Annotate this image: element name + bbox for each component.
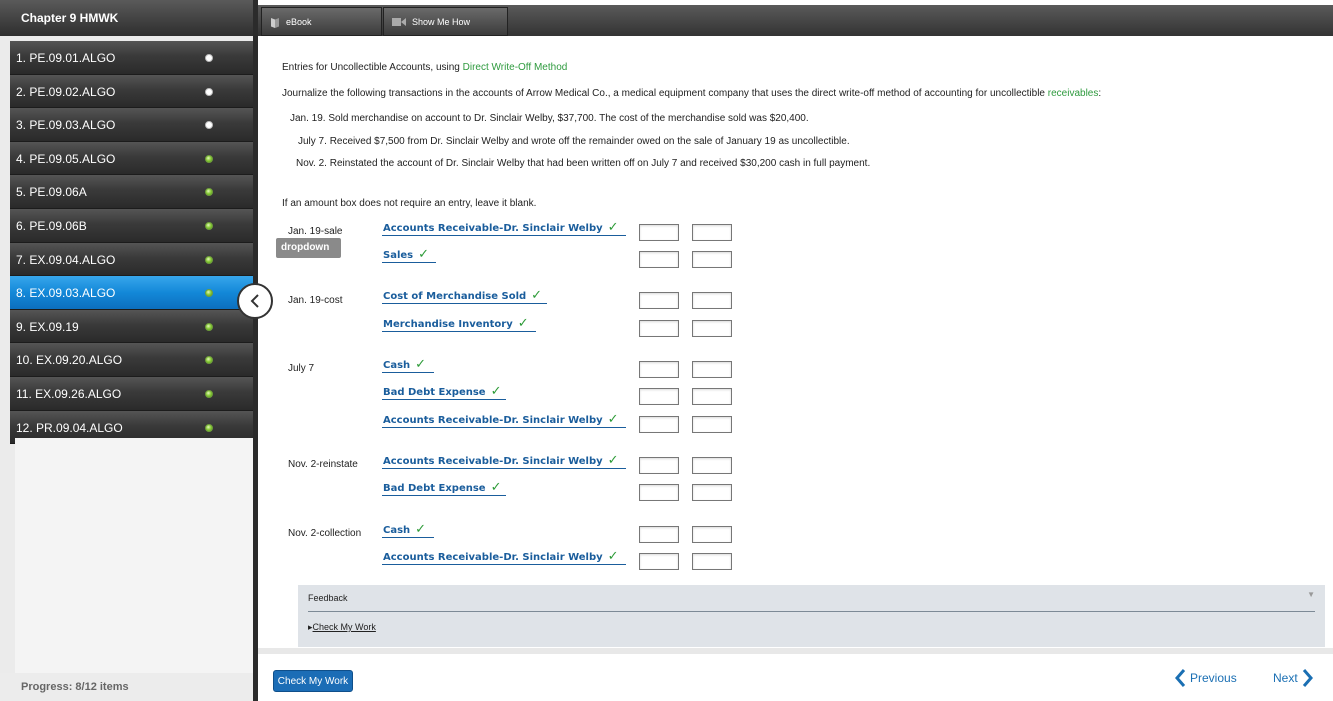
problem-item-1[interactable] <box>10 41 253 75</box>
transaction-jan19 <box>290 113 809 124</box>
account-select[interactable] <box>382 549 626 565</box>
status-incomplete-icon <box>205 121 213 129</box>
next-button[interactable] <box>1273 668 1314 688</box>
checkmark-icon: ✓ <box>607 453 619 468</box>
account-name: Bad Debt Expense <box>383 483 486 494</box>
problem-item-6[interactable] <box>10 209 253 243</box>
problem-label: 11. EX.09.26.ALGO <box>16 386 122 401</box>
transaction-july7 <box>298 136 850 147</box>
entry-label-nov2-collection: Nov. 2-collection <box>288 528 362 539</box>
checkmark-icon: ✓ <box>607 220 619 235</box>
account-select[interactable] <box>382 453 626 469</box>
checkmark-icon: ✓ <box>415 357 427 372</box>
dropdown-tooltip: dropdown <box>276 238 341 258</box>
checkmark-icon: ✓ <box>418 247 430 262</box>
status-complete-icon <box>205 356 213 364</box>
credit-input[interactable] <box>692 292 732 309</box>
checkmark-icon: ✓ <box>415 522 427 537</box>
video-icon <box>392 17 406 27</box>
top-toolbar <box>258 5 1333 36</box>
problem-item-8-active[interactable] <box>10 276 253 310</box>
credit-input[interactable] <box>692 388 732 405</box>
entry-label-nov2-reinstate: Nov. 2-reinstate <box>288 459 358 470</box>
account-select[interactable] <box>382 522 434 538</box>
checkmark-icon: ✓ <box>607 549 619 564</box>
debit-input[interactable] <box>639 292 679 309</box>
account-select[interactable] <box>382 220 626 236</box>
problem-label: 8. EX.09.03.ALGO <box>16 286 116 301</box>
problem-item-11[interactable] <box>10 377 253 411</box>
credit-input[interactable] <box>692 553 732 570</box>
account-name: Merchandise Inventory <box>383 319 513 330</box>
problem-label: 4. PE.09.05.ALGO <box>16 151 116 166</box>
ebook-label: eBook <box>286 16 312 27</box>
checkmark-icon: ✓ <box>517 316 529 331</box>
checkmark-icon: ✓ <box>531 288 543 303</box>
account-name: Accounts Receivable-Dr. Sinclair Welby <box>383 552 603 563</box>
credit-input[interactable] <box>692 361 732 378</box>
credit-input[interactable] <box>692 224 732 241</box>
credit-input[interactable] <box>692 320 732 337</box>
footer-divider <box>258 648 1333 654</box>
book-icon <box>270 17 280 29</box>
debit-input[interactable] <box>639 457 679 474</box>
debit-input[interactable] <box>639 484 679 501</box>
problem-item-3[interactable] <box>10 108 253 142</box>
status-complete-icon <box>205 323 213 331</box>
credit-input[interactable] <box>692 457 732 474</box>
debit-input[interactable] <box>639 388 679 405</box>
next-label: Next <box>1273 671 1298 685</box>
credit-input[interactable] <box>692 416 732 433</box>
problem-item-5[interactable] <box>10 175 253 209</box>
debit-input[interactable] <box>639 553 679 570</box>
show-me-how-button[interactable] <box>383 7 508 36</box>
account-select[interactable] <box>382 384 506 400</box>
progress-text: Progress: 8/12 items <box>0 673 255 701</box>
problem-item-4[interactable] <box>10 142 253 176</box>
checkmark-icon: ✓ <box>607 412 619 427</box>
problem-list <box>10 41 253 444</box>
feedback-panel <box>298 585 1325 647</box>
transaction-nov2 <box>296 158 870 169</box>
account-name: Accounts Receivable-Dr. Sinclair Welby <box>383 415 603 426</box>
account-select[interactable] <box>382 316 536 332</box>
credit-input[interactable] <box>692 484 732 501</box>
intro-suffix: : <box>1098 88 1102 99</box>
entry-label-jan19-cost: Jan. 19-cost <box>288 295 343 306</box>
entry-label-jan19-sale: Jan. 19-sale <box>288 226 343 237</box>
account-name: Accounts Receivable-Dr. Sinclair Welby <box>383 456 603 467</box>
debit-input[interactable] <box>639 416 679 433</box>
problem-label: 12. PR.09.04.ALGO <box>16 420 123 435</box>
status-complete-icon <box>205 155 213 163</box>
chevron-right-icon <box>1302 668 1314 688</box>
account-name: Sales <box>383 250 414 261</box>
problem-label: 9. EX.09.19 <box>16 319 79 334</box>
intro-text: Journalize the following transactions in the accounts of Arrow Medical Co., a medical equipment company that uses the direct write-off method of accounting for uncollectible <box>282 88 1048 99</box>
transaction-date: Nov. 2. <box>296 158 327 169</box>
previous-label: Previous <box>1190 671 1237 685</box>
account-select[interactable] <box>382 412 626 428</box>
check-my-work-button[interactable]: Check My Work <box>273 670 353 692</box>
account-name: Bad Debt Expense <box>383 387 486 398</box>
problem-item-7[interactable] <box>10 243 253 277</box>
account-select[interactable] <box>382 288 547 304</box>
problem-label: 7. EX.09.04.ALGO <box>16 252 116 267</box>
show-me-how-label: Show Me How <box>412 16 471 27</box>
account-name: Cash <box>383 525 411 536</box>
problem-label: 3. PE.09.03.ALGO <box>16 118 116 133</box>
transaction-text: Sold merchandise on account to Dr. Sinclair Welby, $37,700. The cost of the merchandise sold was $20,400. <box>328 113 809 124</box>
transaction-date: July 7. <box>298 136 327 147</box>
problem-label: 10. EX.09.20.ALGO <box>16 353 123 368</box>
problem-label: 2. PE.09.02.ALGO <box>16 84 116 99</box>
sidebar <box>0 0 255 701</box>
problem-item-10[interactable] <box>10 343 253 377</box>
feedback-check-my-work[interactable]: ▸Check My Work <box>308 622 376 632</box>
ebook-button[interactable] <box>261 7 382 36</box>
account-name: Accounts Receivable-Dr. Sinclair Welby <box>383 223 603 234</box>
check-my-work-link[interactable]: Check My Work <box>312 622 376 632</box>
debit-input[interactable] <box>639 251 679 268</box>
status-complete-icon <box>205 222 213 230</box>
checkmark-icon: ✓ <box>490 480 502 495</box>
instruction-text: If an amount box does not require an entry, leave it blank. <box>282 198 537 209</box>
heading-text: Entries for Uncollectible Accounts, using <box>282 62 463 73</box>
status-complete-icon <box>205 289 213 297</box>
transaction-text: Received $7,500 from Dr. Sinclair Welby and wrote off the remainder owed on the sale of January 19 as uncollectible. <box>329 136 850 147</box>
sidebar-empty-area <box>15 438 255 673</box>
checkmark-icon: ✓ <box>490 384 502 399</box>
status-incomplete-icon <box>205 88 213 96</box>
entry-label-july7: July 7 <box>288 363 315 374</box>
problem-label: 6. PE.09.06B <box>16 218 87 233</box>
problem-intro <box>282 88 1101 99</box>
debit-input[interactable] <box>639 320 679 337</box>
problem-label: 1. PE.09.01.ALGO <box>16 51 116 65</box>
assignment-title: Chapter 9 HMWK <box>0 0 255 36</box>
receivables-link[interactable]: receivables <box>1047 88 1099 99</box>
transaction-text: Reinstated the account of Dr. Sinclair Welby that had been written off on July 7 and received $30,200 cash in full payment. <box>329 158 871 169</box>
status-complete-icon <box>205 424 213 432</box>
debit-input[interactable] <box>639 526 679 543</box>
account-select[interactable] <box>382 247 436 263</box>
divider <box>308 611 1315 612</box>
debit-input[interactable] <box>639 361 679 378</box>
credit-input[interactable] <box>692 526 732 543</box>
chevron-left-icon <box>1174 668 1186 688</box>
debit-input[interactable] <box>639 224 679 241</box>
account-select[interactable] <box>382 480 506 496</box>
problem-label: 5. PE.09.06A <box>16 185 87 200</box>
collapse-toggle-icon[interactable]: ▼ <box>1307 590 1315 599</box>
direct-write-off-link[interactable]: Direct Write-Off Method <box>462 62 568 73</box>
problem-item-2[interactable] <box>10 75 253 109</box>
problem-heading <box>282 62 567 73</box>
credit-input[interactable] <box>692 251 732 268</box>
previous-button[interactable] <box>1174 668 1237 688</box>
problem-item-9[interactable] <box>10 310 253 344</box>
account-select[interactable] <box>382 357 434 373</box>
account-name: Cost of Merchandise Sold <box>383 291 527 302</box>
feedback-title: Feedback <box>308 593 348 603</box>
status-complete-icon <box>205 256 213 264</box>
status-complete-icon <box>205 390 213 398</box>
main-content <box>258 36 1333 701</box>
status-complete-icon <box>205 188 213 196</box>
account-name: Cash <box>383 360 411 371</box>
status-incomplete-icon <box>205 54 213 62</box>
transaction-date: Jan. 19. <box>290 113 326 124</box>
